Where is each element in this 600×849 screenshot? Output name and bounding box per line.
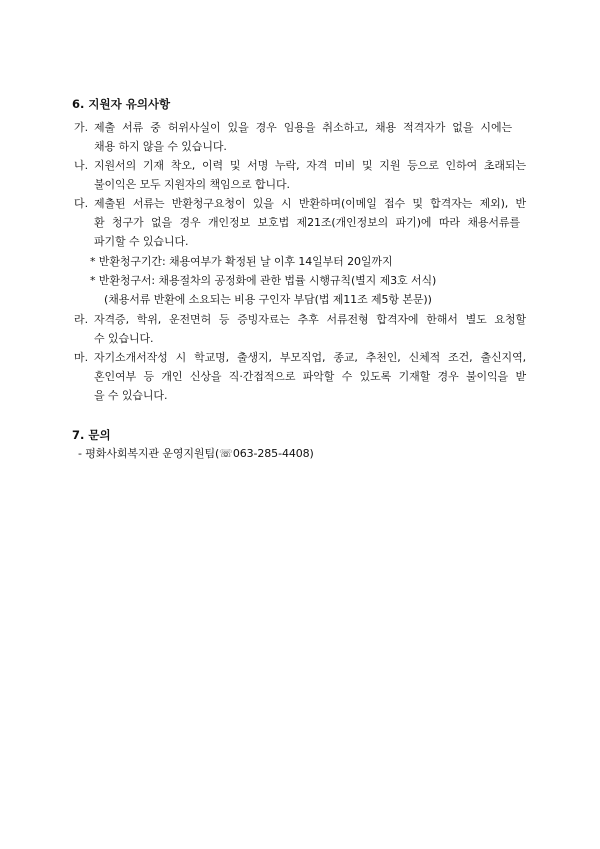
item-ga-marker: 가. [74,121,89,134]
item-na-marker: 나. [74,159,89,172]
item-da-line-3: 파기할 수 있습니다. [94,235,189,248]
item-ma-line-3: 을 수 있습니다. [94,389,168,402]
item-ga-line-2: 채용 하지 않을 수 있습니다. [94,140,227,153]
item-da-line-2: 환 청구가 없을 경우 개인정보 보호법 제21조(개인정보의 파기)에 따라 채용서류를 [94,216,520,229]
section-7-title: 7. 문의 [72,428,111,442]
item-ra-marker: 라. [74,313,89,326]
section-6-title: 6. 지원자 유의사항 [72,97,171,111]
item-na-line-1: 지원서의 기재 착오, 이력 및 서명 누락, 자격 미비 및 지원 등으로 인하여 초래되는 [94,159,526,172]
item-ra-line-1: 자격증, 학위, 운전면허 등 증빙자료는 추후 서류전형 합격자에 한해서 별도 요청할 [94,313,526,326]
item-ma-line-1: 자기소개서작성 시 학교명, 출생지, 부모직업, 종교, 추천인, 신체적 조건, 출신지역, [94,351,526,364]
item-da-line-1: 제출된 서류는 반환청구요청이 있을 시 반환하며(이메일 접수 및 합격자는 제외), 반 [94,197,526,210]
item-ga-line-1: 제출 서류 중 허위사실이 있을 경우 임용을 취소하고, 채용 적격자가 없을 시에는 [94,121,512,134]
item-da-note-2: * 반환청구서: 채용절차의 공정화에 관한 법률 시행규칙(별지 제3호 서식) [90,274,437,287]
item-na-line-2: 불이익은 모두 지원자의 책임으로 합니다. [94,178,290,191]
item-ra-line-2: 수 있습니다. [94,332,154,345]
item-da-note-1: * 반환청구기간: 채용여부가 확정된 날 이후 14일부터 20일까지 [90,255,393,268]
contact-line: - 평화사회복지관 운영지원팀(☏063-285-4408) [78,447,314,460]
item-ma-line-2: 혼인여부 등 개인 신상을 직·간접적으로 파악할 수 있도록 기재할 경우 불이익을 받 [94,370,526,383]
item-da-marker: 다. [74,197,89,210]
item-ma-marker: 마. [74,351,89,364]
item-da-note-3: (채용서류 반환에 소요되는 비용 구인자 부담(법 제11조 제5항 본문)) [104,293,432,306]
